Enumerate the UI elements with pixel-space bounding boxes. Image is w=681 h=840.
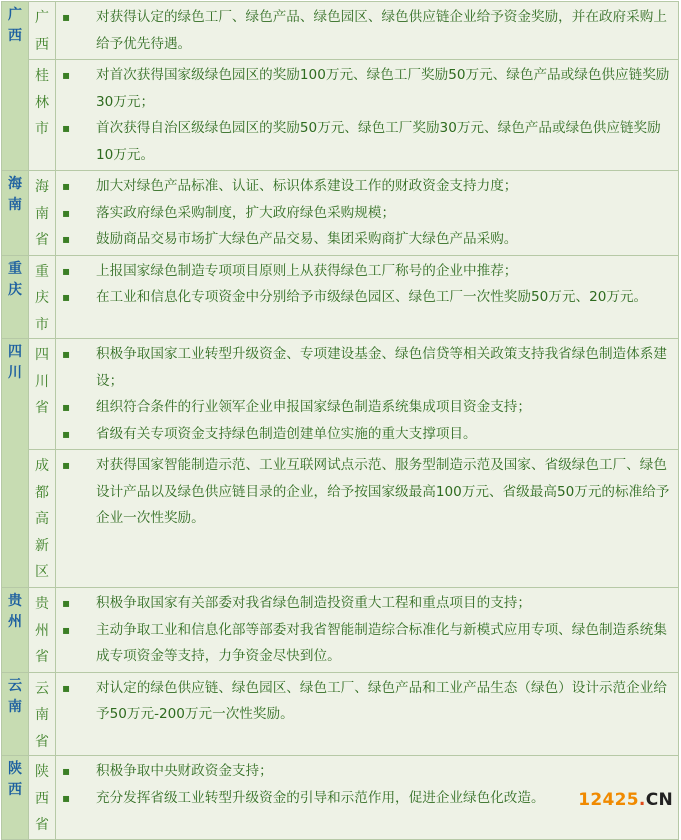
city-cell	[29, 588, 56, 673]
policy-cell	[56, 2, 679, 60]
table-row	[2, 339, 679, 450]
province-cell	[2, 339, 29, 588]
table-row	[2, 2, 679, 60]
policy-table	[1, 1, 679, 840]
bullet-icon: ▪	[62, 596, 71, 610]
list-item: ▪ 主动争取工业和信息化部等部委对我省智能制造综合标准化与新模式应用专项、绿色制造系统集成专项资金等支持，力争资金尽快到位。	[62, 617, 674, 670]
city-name: 广西	[35, 10, 49, 53]
policy-cell	[56, 171, 679, 256]
table-row	[2, 588, 679, 673]
list-item: ▪ 积极争取国家工业转型升级资金、专项建设基金、绿色信贷等相关政策支持我省绿色制造体系建设；	[62, 341, 674, 394]
bullet-icon: ▪	[62, 205, 71, 220]
bullet-icon: ▪	[62, 263, 71, 278]
list-item: ▪ 积极争取中央财政资金支持；	[62, 758, 674, 785]
policy-cell	[56, 255, 679, 339]
bullet-icon: ▪	[62, 232, 71, 246]
bullet-icon: ▪	[62, 290, 71, 304]
policy-cell	[56, 60, 679, 171]
table-row	[2, 171, 679, 256]
list-item: ▪ 落实政府绿色采购制度，扩大政府绿色采购规模；	[62, 200, 674, 227]
table-row	[2, 255, 679, 339]
watermark-dot: .	[638, 790, 646, 810]
city-cell	[29, 60, 56, 171]
bullet-icon: ▪	[62, 400, 71, 414]
province-name: 陕西	[8, 761, 22, 798]
city-cell	[29, 171, 56, 256]
list-item: ▪ 首次获得自治区级绿色园区的奖励50万元、绿色工厂奖励30万元、绿色产品或绿色供应链奖励10万元。	[62, 115, 674, 168]
table-row	[2, 450, 679, 588]
bullet-icon: ▪	[62, 179, 71, 193]
table-row	[2, 756, 679, 840]
bullet-icon: ▪	[62, 790, 71, 805]
bullet-icon: ▪	[62, 764, 71, 778]
city-name: 成都高新区	[35, 458, 49, 580]
city-name: 云南省	[35, 680, 49, 750]
city-cell	[29, 255, 56, 339]
list-item: ▪ 组织符合条件的行业领军企业申报国家绿色制造系统集成项目资金支持；	[62, 394, 674, 421]
policy-cell	[56, 672, 679, 756]
table-row	[2, 60, 679, 171]
city-name: 贵州省	[35, 596, 49, 665]
list-item: ▪ 对获得国家智能制造示范、工业互联网试点示范、服务型制造示范及国家、省级绿色工厂、绿色设计产品以及绿色供应链目录的企业，给予按国家级最高100万元、省级最高50万元的标准给予企业一次性奖励。	[62, 452, 674, 532]
watermark-tld: CN	[645, 790, 673, 810]
watermark-number: 12425	[578, 790, 639, 810]
province-name: 海南	[8, 176, 22, 213]
list-item: ▪ 对认定的绿色供应链、绿色园区、绿色工厂、绿色产品和工业产品生态（绿色）设计示范企业给予50万元-200万元一次性奖励。	[62, 675, 674, 728]
bullet-icon: ▪	[62, 10, 71, 24]
province-name: 四川	[8, 344, 22, 381]
city-cell	[29, 2, 56, 60]
list-item: ▪ 省级有关专项资金支持绿色制造创建单位实施的重大支撑项目。	[62, 421, 674, 448]
bullet-icon: ▪	[62, 121, 71, 135]
city-cell	[29, 450, 56, 588]
city-name: 四川省	[35, 347, 49, 416]
city-cell	[29, 339, 56, 450]
bullet-icon: ▪	[62, 622, 71, 637]
list-item: ▪ 充分发挥省级工业转型升级资金的引导和示范作用，促进企业绿色化改造。	[62, 785, 674, 812]
province-name: 广西	[8, 7, 22, 44]
list-item: ▪ 鼓励商品交易市场扩大绿色产品交易、集团采购商扩大绿色产品采购。	[62, 226, 674, 253]
watermark-logo	[578, 790, 673, 810]
list-item: ▪ 在工业和信息化专项资金中分别给予市级绿色园区、绿色工厂一次性奖励50万元、20万元。	[62, 284, 674, 311]
province-name: 云南	[8, 677, 22, 715]
city-name: 陕西省	[35, 764, 49, 833]
city-name: 桂林市	[35, 68, 49, 137]
province-name: 重庆	[8, 260, 22, 298]
policy-cell	[56, 450, 679, 588]
province-cell	[2, 588, 29, 673]
city-name: 海南省	[35, 179, 49, 248]
province-cell	[2, 255, 29, 339]
city-name: 重庆市	[35, 263, 49, 333]
list-item: ▪ 积极争取国家有关部委对我省绿色制造投资重大工程和重点项目的支持；	[62, 590, 674, 617]
bullet-icon: ▪	[62, 347, 71, 361]
city-cell	[29, 756, 56, 840]
list-item: ▪ 加大对绿色产品标准、认证、标识体系建设工作的财政资金支持力度；	[62, 173, 674, 200]
list-item: ▪ 对首次获得国家级绿色园区的奖励100万元、绿色工厂奖励50万元、绿色产品或绿色供应链奖励30万元；	[62, 62, 674, 115]
policy-cell	[56, 588, 679, 673]
list-item: ▪ 上报国家绿色制造专项项目原则上从获得绿色工厂称号的企业中推荐；	[62, 258, 674, 285]
province-cell	[2, 2, 29, 171]
bullet-icon: ▪	[62, 680, 71, 695]
bullet-icon: ▪	[62, 426, 71, 441]
province-cell	[2, 171, 29, 256]
province-cell	[2, 756, 29, 840]
province-cell	[2, 672, 29, 756]
province-name: 贵州	[8, 593, 22, 630]
bullet-icon: ▪	[62, 458, 71, 472]
policy-cell	[56, 339, 679, 450]
bullet-icon: ▪	[62, 68, 71, 82]
city-cell	[29, 672, 56, 756]
table-row	[2, 672, 679, 756]
list-item: ▪ 对获得认定的绿色工厂、绿色产品、绿色园区、绿色供应链企业给予资金奖励，并在政府采购上给予优先待遇。	[62, 4, 674, 57]
